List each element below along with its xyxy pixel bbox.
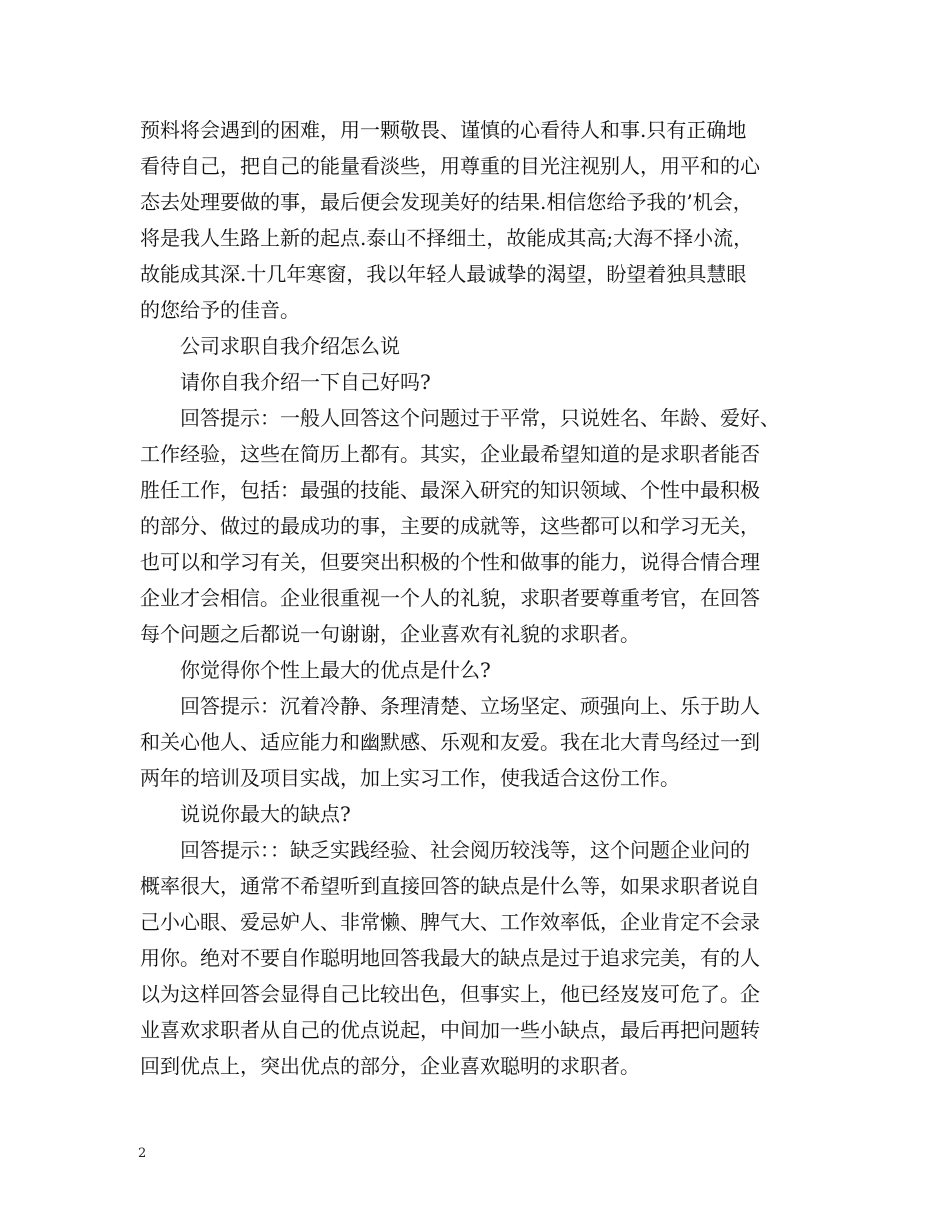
text-line: 以为这样回答会显得自己比较出色，但事实上，他已经岌岌可危了。企 [140,982,760,1006]
page-number: 2 [138,1146,147,1161]
text-line: 和关心他人、适应能力和幽默感、乐观和友爱。我在北大青鸟经过一到 [140,730,760,754]
text-line: 概率很大，通常不希望听到直接回答的缺点是什么等，如果求职者说自 [140,874,760,898]
text-line: 业喜欢求职者从自己的优点说起，中间加一些小缺点，最后再把问题转 [140,1018,760,1042]
text-line: 两年的培训及项目实战，加上实习工作，使我适合这份工作。 [140,766,680,790]
text-line: 用你。绝对不要自作聪明地回答我最大的缺点是过于追求完美，有的人 [140,946,760,970]
text-line: 将是我人生路上新的起点.泰山不择细土，故能成其高;大海不择小流， [140,226,754,250]
text-line: 的您给予的佳音。 [140,298,300,322]
text-line: 也可以和学习有关，但要突出积极的个性和做事的能力，说得合情合理 [140,550,760,574]
answer-start-line: 回答提示：：缺乏实践经验、社会阅历较浅等，这个问题企业问的 [180,838,750,862]
question-line: 你觉得你个性上最大的优点是什么? [180,658,491,682]
text-line: 工作经验，这些在简历上都有。其实，企业最希望知道的是求职者能否 [140,442,760,466]
text-line: 企业才会相信。企业很重视一个人的礼貌，求职者要尊重考官，在回答 [140,586,760,610]
text-line: 己小心眼、爱忌妒人、非常懒、脾气大、工作效率低，企业肯定不会录 [140,910,760,934]
text-line: 每个问题之后都说一句谢谢，企业喜欢有礼貌的求职者。 [140,622,640,646]
text-line: 预料将会遇到的困难，用一颗敬畏、谨慎的心看待人和事.只有正确地 [140,118,747,142]
answer-start-line: 回答提示：沉着冷静、条理清楚、立场坚定、顽强向上、乐于助人 [180,694,760,718]
text-line: 的部分、做过的最成功的事，主要的成就等，这些都可以和学习无关， [140,514,760,538]
text-line: 看待自己，把自己的能量看淡些，用尊重的目光注视别人，用平和的心 [140,154,760,178]
text-line: 胜任工作，包括：最强的技能、最深入研究的知识领域、个性中最积极 [140,478,760,502]
section-heading: 公司求职自我介绍怎么说 [180,334,400,358]
question-line: 请你自我介绍一下自己好吗? [180,370,431,394]
text-line: 态去处理要做的事，最后便会发现美好的结果.相信您给予我的’机会， [140,190,753,214]
question-line: 说说你最大的缺点? [180,802,351,826]
text-line: 故能成其深.十几年寒窗，我以年轻人最诚挚的渴望，盼望着独具慧眼 [140,262,747,286]
answer-start-line: 回答提示：一般人回答这个问题过于平常，只说姓名、年龄、爱好、 [180,406,780,430]
text-line: 回到优点上，突出优点的部分，企业喜欢聪明的求职者。 [140,1054,640,1078]
